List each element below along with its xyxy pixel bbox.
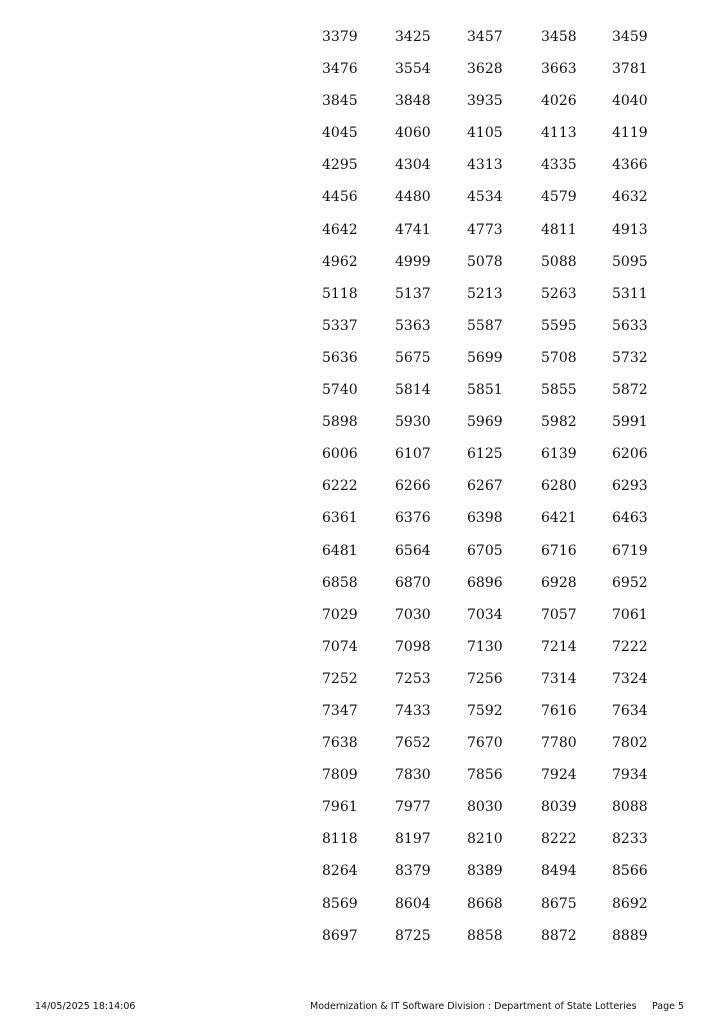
lottery-number: 6280 bbox=[541, 478, 577, 495]
lottery-number: 6870 bbox=[395, 574, 431, 591]
lottery-number: 8858 bbox=[467, 927, 503, 944]
lottery-number: 8088 bbox=[612, 799, 648, 816]
lottery-number: 8604 bbox=[395, 895, 431, 912]
lottery-number: 5095 bbox=[612, 253, 648, 270]
lottery-number: 3458 bbox=[541, 29, 577, 45]
lottery-number: 7256 bbox=[467, 670, 503, 687]
lottery-number: 5337 bbox=[322, 317, 358, 334]
lottery-number: 7130 bbox=[467, 638, 503, 655]
lottery-number: 7802 bbox=[612, 735, 648, 752]
lottery-number: 5699 bbox=[467, 349, 503, 366]
lottery-number: 4313 bbox=[467, 157, 503, 174]
lottery-number: 5088 bbox=[541, 253, 577, 270]
lottery-number: 5118 bbox=[322, 285, 358, 302]
lottery-number: 3848 bbox=[395, 93, 431, 110]
lottery-number: 6361 bbox=[322, 510, 358, 527]
lottery-number: 4811 bbox=[541, 221, 577, 238]
lottery-numbers-grid bbox=[322, 28, 662, 959]
lottery-number: 8668 bbox=[467, 895, 503, 912]
lottery-number: 4999 bbox=[395, 253, 431, 270]
lottery-number: 4105 bbox=[467, 125, 503, 142]
lottery-number: 4295 bbox=[322, 157, 358, 174]
lottery-number: 7634 bbox=[612, 702, 648, 719]
lottery-number: 5740 bbox=[322, 382, 358, 399]
lottery-number: 4366 bbox=[612, 157, 648, 174]
lottery-number: 6858 bbox=[322, 574, 358, 591]
lottery-number: 7253 bbox=[395, 670, 431, 687]
lottery-number: 7961 bbox=[322, 799, 358, 816]
lottery-number: 8210 bbox=[467, 831, 503, 848]
lottery-number: 3781 bbox=[612, 61, 648, 78]
lottery-number: 4773 bbox=[467, 221, 503, 238]
lottery-number: 6421 bbox=[541, 510, 577, 527]
lottery-number: 6206 bbox=[612, 446, 648, 463]
lottery-number: 5587 bbox=[467, 317, 503, 334]
lottery-number: 7780 bbox=[541, 735, 577, 752]
lottery-number: 4026 bbox=[541, 93, 577, 110]
lottery-number: 5636 bbox=[322, 349, 358, 366]
lottery-number: 6293 bbox=[612, 478, 648, 495]
lottery-number: 7977 bbox=[395, 799, 431, 816]
lottery-number: 7061 bbox=[612, 606, 648, 623]
lottery-number: 7809 bbox=[322, 767, 358, 784]
lottery-number: 7214 bbox=[541, 638, 577, 655]
lottery-number: 8222 bbox=[541, 831, 577, 848]
lottery-number: 4962 bbox=[322, 253, 358, 270]
lottery-number: 7830 bbox=[395, 767, 431, 784]
lottery-number: 7638 bbox=[322, 735, 358, 752]
lottery-number: 4045 bbox=[322, 125, 358, 142]
lottery-number: 5855 bbox=[541, 382, 577, 399]
lottery-number: 6716 bbox=[541, 542, 577, 559]
lottery-number: 7324 bbox=[612, 670, 648, 687]
lottery-number: 4579 bbox=[541, 189, 577, 206]
lottery-number: 6006 bbox=[322, 446, 358, 463]
page-footer bbox=[0, 1000, 724, 1014]
lottery-number: 3663 bbox=[541, 61, 577, 78]
footer-page-number: Page 5 bbox=[652, 1001, 685, 1012]
lottery-number: 3379 bbox=[322, 29, 358, 45]
lottery-number: 8675 bbox=[541, 895, 577, 912]
lottery-number: 8039 bbox=[541, 799, 577, 816]
lottery-number: 5675 bbox=[395, 349, 431, 366]
lottery-number: 7433 bbox=[395, 702, 431, 719]
lottery-number: 7252 bbox=[322, 670, 358, 687]
lottery-number: 4741 bbox=[395, 221, 431, 238]
lottery-number: 7592 bbox=[467, 702, 503, 719]
footer-timestamp: 14/05/2025 18:14:06 bbox=[35, 1001, 136, 1012]
lottery-number: 8697 bbox=[322, 927, 358, 944]
lottery-number: 7856 bbox=[467, 767, 503, 784]
lottery-number: 6139 bbox=[541, 446, 577, 463]
lottery-number: 5633 bbox=[612, 317, 648, 334]
lottery-number: 8566 bbox=[612, 863, 648, 880]
lottery-number: 7098 bbox=[395, 638, 431, 655]
lottery-number: 6463 bbox=[612, 510, 648, 527]
lottery-number: 8197 bbox=[395, 831, 431, 848]
lottery-number: 4113 bbox=[541, 125, 577, 142]
lottery-number: 7616 bbox=[541, 702, 577, 719]
lottery-number: 5898 bbox=[322, 414, 358, 431]
lottery-number: 3845 bbox=[322, 93, 358, 110]
lottery-number: 5363 bbox=[395, 317, 431, 334]
lottery-number: 6719 bbox=[612, 542, 648, 559]
lottery-number: 8494 bbox=[541, 863, 577, 880]
footer-division: Modernization & IT Software Division : Department of State Lotteries bbox=[310, 1001, 637, 1012]
lottery-number: 4632 bbox=[612, 189, 648, 206]
lottery-number: 6952 bbox=[612, 574, 648, 591]
lottery-number: 5872 bbox=[612, 382, 648, 399]
lottery-number: 8389 bbox=[467, 863, 503, 880]
lottery-number: 7347 bbox=[322, 702, 358, 719]
lottery-number: 3628 bbox=[467, 61, 503, 78]
lottery-number: 5851 bbox=[467, 382, 503, 399]
lottery-number: 6267 bbox=[467, 478, 503, 495]
lottery-number: 4642 bbox=[322, 221, 358, 238]
lottery-number: 4913 bbox=[612, 221, 648, 238]
lottery-number: 3425 bbox=[395, 29, 431, 45]
lottery-number: 3459 bbox=[612, 29, 648, 45]
lottery-number: 6705 bbox=[467, 542, 503, 559]
lottery-number: 4480 bbox=[395, 189, 431, 206]
lottery-number: 5969 bbox=[467, 414, 503, 431]
lottery-number: 7924 bbox=[541, 767, 577, 784]
lottery-number: 8030 bbox=[467, 799, 503, 816]
lottery-number: 6398 bbox=[467, 510, 503, 527]
lottery-number: 7029 bbox=[322, 606, 358, 623]
lottery-number: 7222 bbox=[612, 638, 648, 655]
lottery-number: 8725 bbox=[395, 927, 431, 944]
lottery-number: 4119 bbox=[612, 125, 648, 142]
lottery-number: 7074 bbox=[322, 638, 358, 655]
lottery-number: 6222 bbox=[322, 478, 358, 495]
lottery-number: 7934 bbox=[612, 767, 648, 784]
lottery-number: 5137 bbox=[395, 285, 431, 302]
lottery-number: 5930 bbox=[395, 414, 431, 431]
lottery-number: 5991 bbox=[612, 414, 648, 431]
lottery-number: 5311 bbox=[612, 285, 648, 302]
lottery-number: 7670 bbox=[467, 735, 503, 752]
lottery-number: 7314 bbox=[541, 670, 577, 687]
lottery-number: 6564 bbox=[395, 542, 431, 559]
lottery-number: 8233 bbox=[612, 831, 648, 848]
lottery-number: 5814 bbox=[395, 382, 431, 399]
lottery-number: 4335 bbox=[541, 157, 577, 174]
lottery-number: 6481 bbox=[322, 542, 358, 559]
lottery-number: 6107 bbox=[395, 446, 431, 463]
lottery-number: 7034 bbox=[467, 606, 503, 623]
lottery-number: 5263 bbox=[541, 285, 577, 302]
lottery-number: 5213 bbox=[467, 285, 503, 302]
lottery-number: 8264 bbox=[322, 863, 358, 880]
lottery-number: 8692 bbox=[612, 895, 648, 912]
lottery-number: 6266 bbox=[395, 478, 431, 495]
lottery-number: 5732 bbox=[612, 349, 648, 366]
lottery-number: 7057 bbox=[541, 606, 577, 623]
lottery-number: 8569 bbox=[322, 895, 358, 912]
lottery-number: 6125 bbox=[467, 446, 503, 463]
lottery-number: 6928 bbox=[541, 574, 577, 591]
lottery-number: 8118 bbox=[322, 831, 358, 848]
lottery-number: 5078 bbox=[467, 253, 503, 270]
lottery-number: 3457 bbox=[467, 29, 503, 45]
lottery-number: 3476 bbox=[322, 61, 358, 78]
lottery-number: 7652 bbox=[395, 735, 431, 752]
lottery-number: 8889 bbox=[612, 927, 648, 944]
lottery-number: 4060 bbox=[395, 125, 431, 142]
lottery-number: 4456 bbox=[322, 189, 358, 206]
lottery-number: 5982 bbox=[541, 414, 577, 431]
lottery-number: 8872 bbox=[541, 927, 577, 944]
lottery-number: 8379 bbox=[395, 863, 431, 880]
lottery-number: 3935 bbox=[467, 93, 503, 110]
lottery-number: 4040 bbox=[612, 93, 648, 110]
lottery-number: 4304 bbox=[395, 157, 431, 174]
lottery-number: 7030 bbox=[395, 606, 431, 623]
lottery-number: 6896 bbox=[467, 574, 503, 591]
lottery-number: 4534 bbox=[467, 189, 503, 206]
lottery-number: 5595 bbox=[541, 317, 577, 334]
lottery-number: 3554 bbox=[395, 61, 431, 78]
lottery-number: 5708 bbox=[541, 349, 577, 366]
lottery-number: 6376 bbox=[395, 510, 431, 527]
